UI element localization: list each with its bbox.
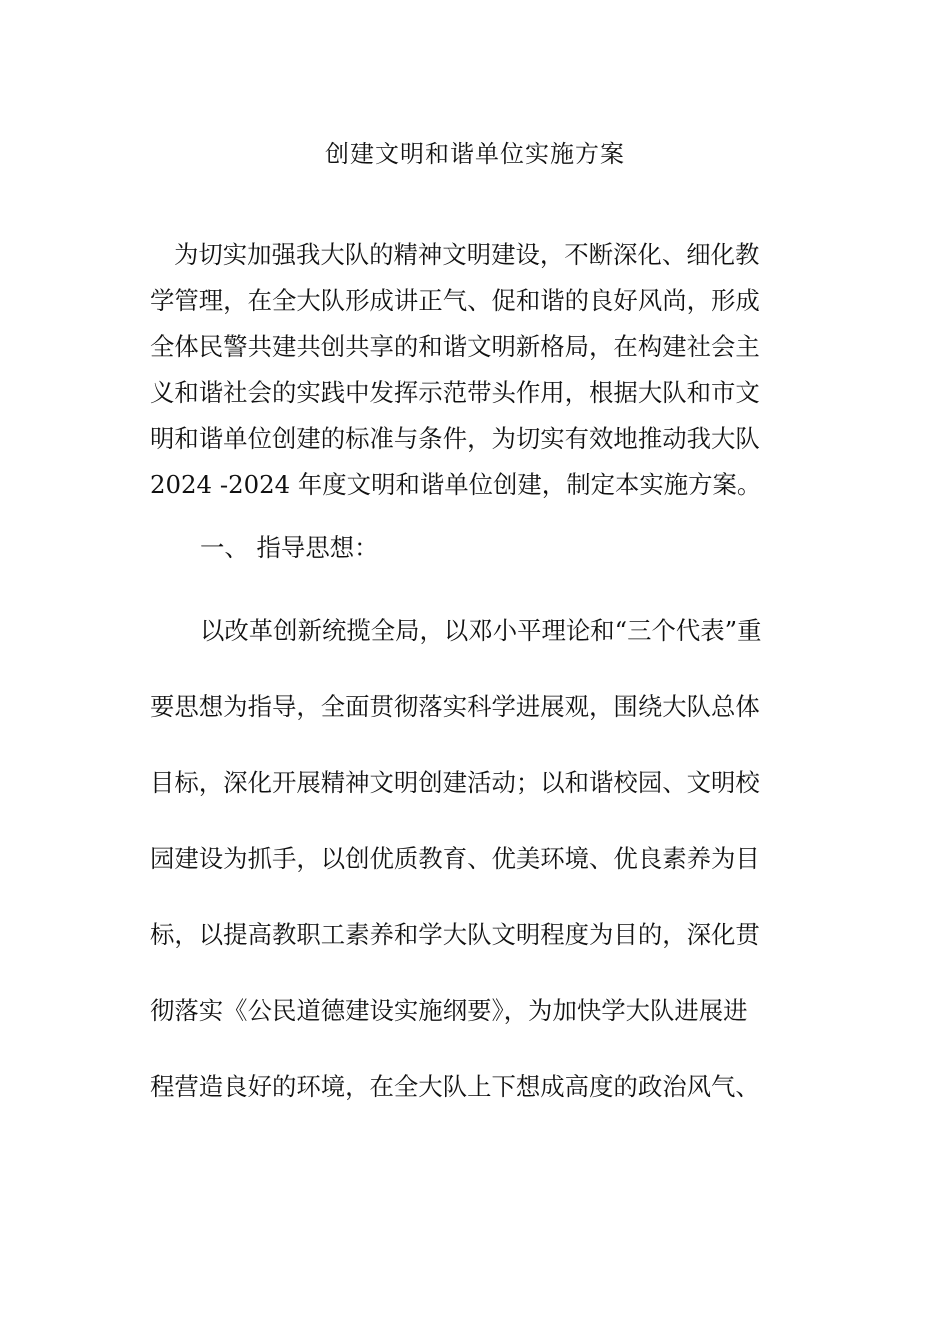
section-line: 目标，深化开展精神文明创建活动；以和谐校园、文明校 bbox=[150, 768, 760, 797]
section-heading-guiding-ideology: 一、 指导思想： bbox=[200, 533, 379, 562]
intro-line: 义和谐社会的实践中发挥示范带头作用，根据大队和市文 bbox=[150, 378, 760, 407]
section-paragraph bbox=[150, 593, 790, 1125]
document-title: 创建文明和谐单位实施方案 bbox=[325, 140, 625, 168]
intro-line: 明和谐单位创建的标准与条件，为切实有效地推动我大队 bbox=[150, 424, 760, 453]
intro-line: 2024 -2024 年度文明和谐单位创建，制定本实施方案。 bbox=[150, 470, 762, 499]
intro-line: 学管理，在全大队形成讲正气、促和谐的良好风尚，形成 bbox=[150, 286, 760, 315]
section-line: 要思想为指导，全面贯彻落实科学进展观，围绕大队总体 bbox=[150, 692, 760, 721]
intro-line: 全体民警共建共创共享的和谐文明新格局，在构建社会主 bbox=[150, 332, 760, 361]
section-line: 彻落实《公民道德建设实施纲要》，为加快学大队进展进 bbox=[150, 996, 748, 1025]
section-line: 标，以提高教职工素养和学大队文明程度为目的，深化贯 bbox=[150, 920, 760, 949]
section-line: 园建设为抓手，以创优质教育、优美环境、优良素养为目 bbox=[150, 844, 760, 873]
section-line: 程营造良好的环境，在全大队上下想成高度的政治风气、 bbox=[150, 1072, 760, 1101]
intro-paragraph bbox=[150, 232, 790, 508]
section-line: 以改革创新统揽全局，以邓小平理论和“三个代表”重 bbox=[200, 616, 762, 645]
intro-line: 为切实加强我大队的精神文明建设，不断深化、细化教 bbox=[174, 240, 760, 269]
